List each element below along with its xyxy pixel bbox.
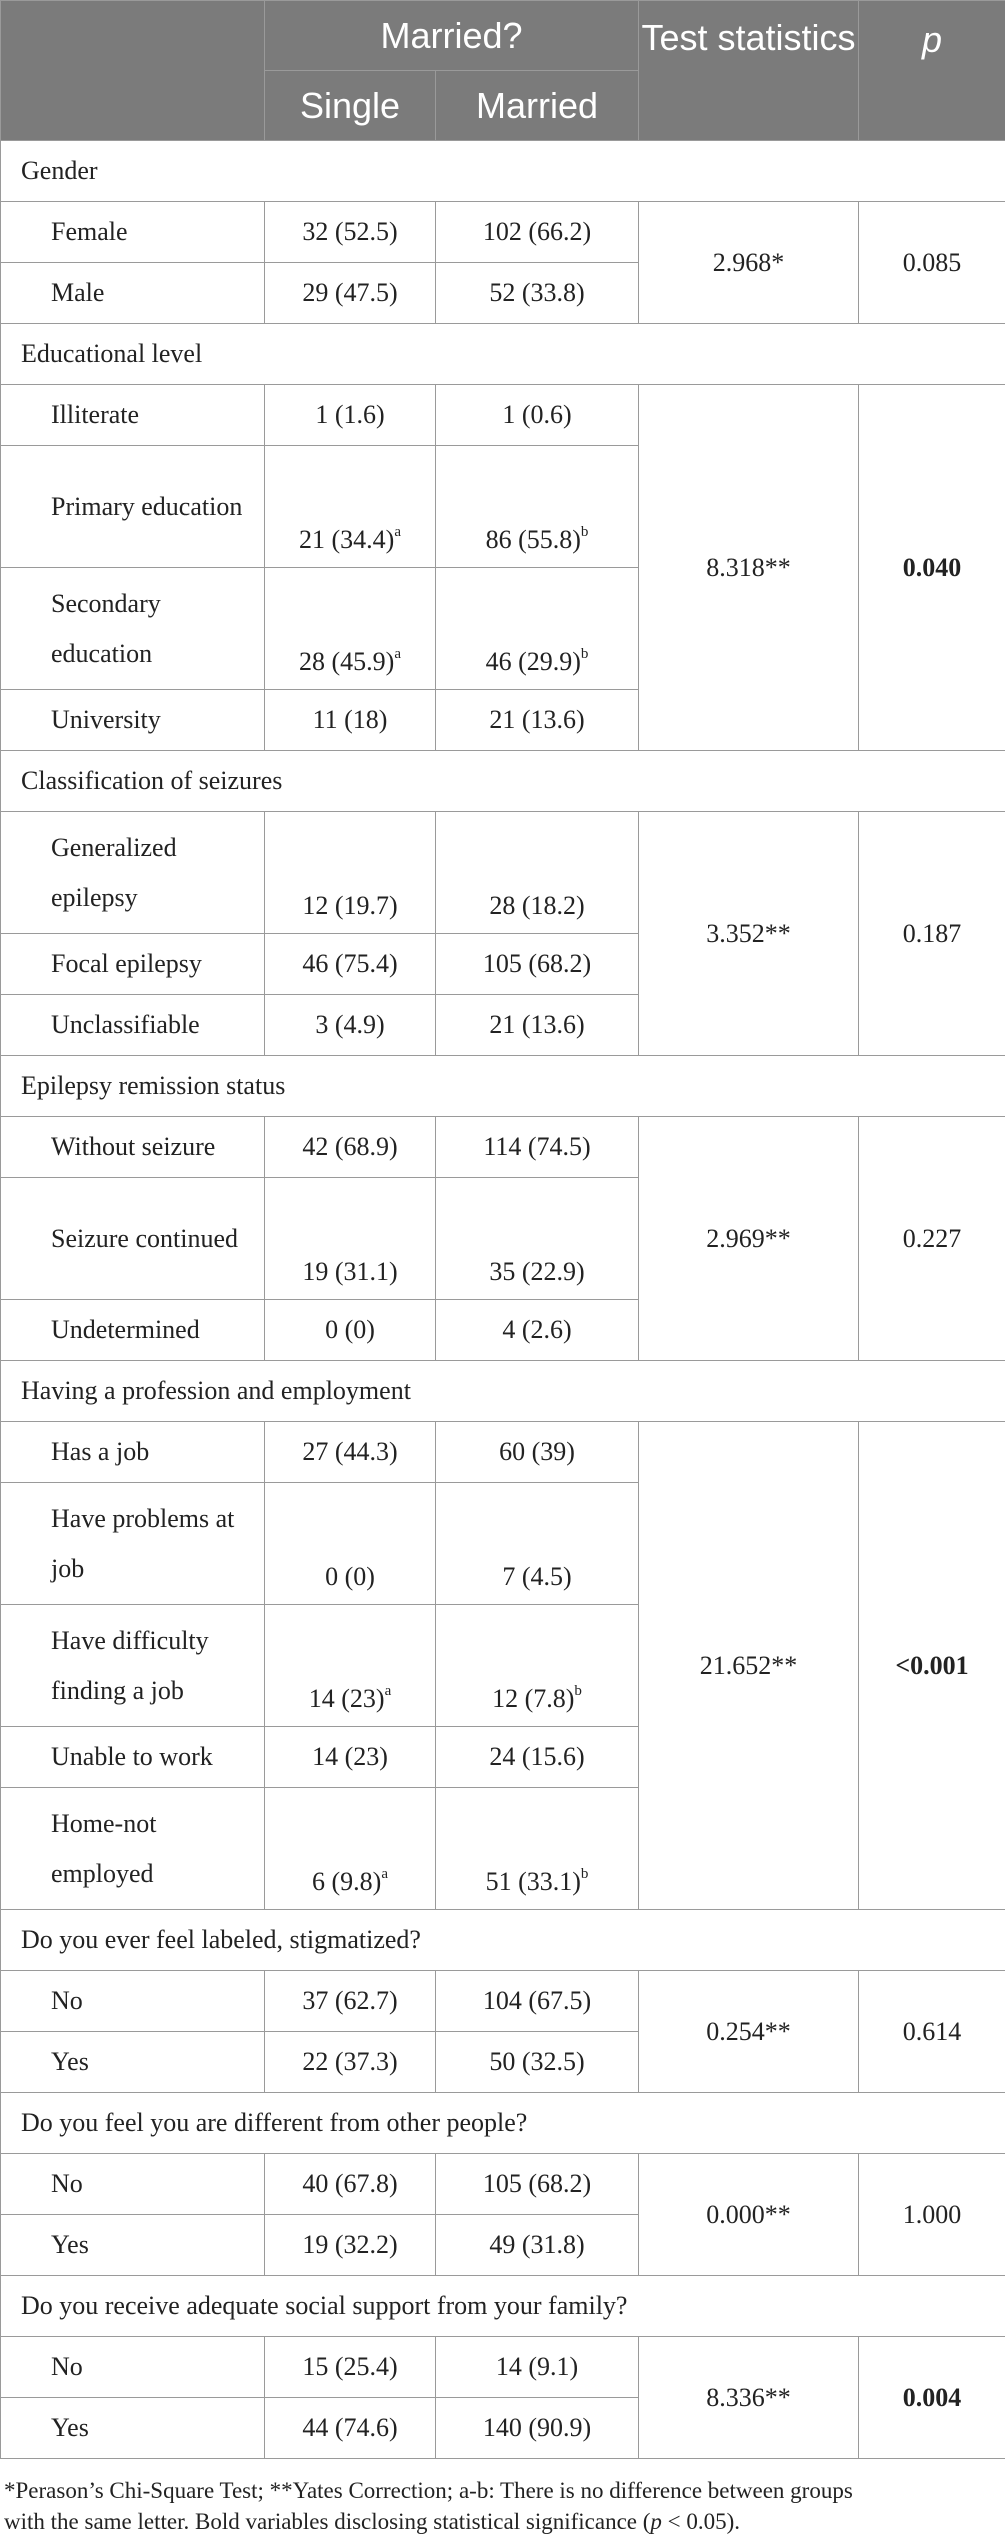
cell-value: 46 (29.9) bbox=[486, 647, 581, 676]
cell-value: 40 (67.8) bbox=[302, 2169, 397, 2198]
row-label: Unclassifiable bbox=[1, 995, 265, 1056]
row-label: Illiterate bbox=[1, 385, 265, 446]
section-title: Having a profession and employment bbox=[1, 1361, 1005, 1422]
cell-value: 104 (67.5) bbox=[483, 1986, 591, 2015]
cell-married bbox=[436, 446, 639, 568]
row-label: University bbox=[1, 690, 265, 751]
cell-value: 11 (18) bbox=[313, 705, 388, 734]
header-test-statistics: Test statistics bbox=[639, 1, 859, 141]
cell-value: 28 (45.9) bbox=[299, 647, 394, 676]
table-body bbox=[1, 141, 1005, 2459]
cell-value: 19 (32.2) bbox=[302, 2230, 397, 2259]
section-title: Gender bbox=[1, 141, 1005, 202]
cell-married bbox=[436, 1727, 639, 1788]
section-title: Do you ever feel labeled, stigmatized? bbox=[1, 1910, 1005, 1971]
cell-single bbox=[265, 690, 436, 751]
row-label: Have problems at job bbox=[1, 1483, 265, 1605]
cell-value: 14 (23) bbox=[309, 1684, 385, 1713]
row-label: Without seizure bbox=[1, 1117, 265, 1178]
cell-single bbox=[265, 263, 436, 324]
p-value: 0.040 bbox=[859, 385, 1005, 751]
p-value: 0.085 bbox=[859, 202, 1005, 324]
cell-value: 50 (32.5) bbox=[489, 2047, 584, 2076]
cell-married bbox=[436, 568, 639, 690]
cell-single bbox=[265, 202, 436, 263]
section-title: Epilepsy remission status bbox=[1, 1056, 1005, 1117]
cell-superscript: a bbox=[394, 646, 401, 662]
p-value: 0.614 bbox=[859, 1971, 1005, 2093]
footnote-line-2 bbox=[4, 2506, 995, 2537]
cell-value: 14 (9.1) bbox=[496, 2352, 578, 2381]
section-title: Do you receive adequate social support from your family? bbox=[1, 2276, 1005, 2337]
cell-value: 12 (19.7) bbox=[302, 891, 397, 920]
cell-superscript: b bbox=[581, 1866, 589, 1882]
cell-superscript: a bbox=[394, 524, 401, 540]
row-label: Primary education bbox=[1, 446, 265, 568]
row-label: Have difficulty finding a job bbox=[1, 1605, 265, 1727]
cell-value: 51 (33.1) bbox=[486, 1867, 581, 1896]
cell-single bbox=[265, 2337, 436, 2398]
cell-value: 105 (68.2) bbox=[483, 2169, 591, 2198]
cell-married bbox=[436, 934, 639, 995]
section-header-row bbox=[1, 141, 1005, 202]
section-header-row bbox=[1, 2093, 1005, 2154]
header-p-value: p bbox=[859, 1, 1005, 141]
cell-superscript: a bbox=[385, 1683, 392, 1699]
header-row-top bbox=[1, 1, 1005, 71]
row-label: Unable to work bbox=[1, 1727, 265, 1788]
cell-single bbox=[265, 812, 436, 934]
cell-single bbox=[265, 568, 436, 690]
test-statistic: 0.000** bbox=[639, 2154, 859, 2276]
header-single: Single bbox=[265, 71, 436, 141]
cell-married bbox=[436, 1788, 639, 1910]
cell-value: 42 (68.9) bbox=[302, 1132, 397, 1161]
cell-single bbox=[265, 1422, 436, 1483]
cell-value: 0 (0) bbox=[325, 1315, 375, 1344]
cell-value: 37 (62.7) bbox=[302, 1986, 397, 2015]
cell-married bbox=[436, 1178, 639, 1300]
cell-single bbox=[265, 1483, 436, 1605]
cell-value: 15 (25.4) bbox=[302, 2352, 397, 2381]
section-header-row bbox=[1, 2276, 1005, 2337]
cell-value: 21 (13.6) bbox=[489, 705, 584, 734]
row-label: No bbox=[1, 2337, 265, 2398]
cell-value: 14 (23) bbox=[312, 1742, 388, 1771]
row-label: Focal epilepsy bbox=[1, 934, 265, 995]
cell-value: 21 (13.6) bbox=[489, 1010, 584, 1039]
cell-married bbox=[436, 690, 639, 751]
p-value: 0.004 bbox=[859, 2337, 1005, 2459]
cell-single bbox=[265, 1605, 436, 1727]
header-married: Married bbox=[436, 71, 639, 141]
cell-superscript: b bbox=[581, 646, 589, 662]
row-label: Home-not employed bbox=[1, 1788, 265, 1910]
test-statistic: 2.968* bbox=[639, 202, 859, 324]
cell-single bbox=[265, 1178, 436, 1300]
row-label: Female bbox=[1, 202, 265, 263]
row-label: No bbox=[1, 1971, 265, 2032]
section-header-row bbox=[1, 324, 1005, 385]
cell-value: 27 (44.3) bbox=[302, 1437, 397, 1466]
cell-value: 3 (4.9) bbox=[315, 1010, 384, 1039]
cell-married bbox=[436, 995, 639, 1056]
cell-single bbox=[265, 1971, 436, 2032]
cell-value: 1 (1.6) bbox=[315, 400, 384, 429]
cell-single bbox=[265, 995, 436, 1056]
test-statistic: 2.969** bbox=[639, 1117, 859, 1361]
table-row bbox=[1, 202, 1005, 263]
cell-single bbox=[265, 1300, 436, 1361]
cell-value: 60 (39) bbox=[499, 1437, 575, 1466]
row-label: Has a job bbox=[1, 1422, 265, 1483]
cell-single bbox=[265, 1727, 436, 1788]
cell-married bbox=[436, 2215, 639, 2276]
section-title: Do you feel you are different from other people? bbox=[1, 2093, 1005, 2154]
cell-single bbox=[265, 1788, 436, 1910]
cell-value: 86 (55.8) bbox=[486, 525, 581, 554]
cell-single bbox=[265, 2398, 436, 2459]
table-row bbox=[1, 1117, 1005, 1178]
table-row bbox=[1, 1422, 1005, 1483]
row-label: Seizure continued bbox=[1, 1178, 265, 1300]
cell-value: 4 (2.6) bbox=[502, 1315, 571, 1344]
test-statistic: 21.652** bbox=[639, 1422, 859, 1910]
test-statistic: 3.352** bbox=[639, 812, 859, 1056]
header-blank-cell bbox=[1, 1, 265, 141]
row-label: Male bbox=[1, 263, 265, 324]
cell-value: 6 (9.8) bbox=[312, 1867, 381, 1896]
row-label: Yes bbox=[1, 2398, 265, 2459]
p-value: <0.001 bbox=[859, 1422, 1005, 1910]
cell-value: 7 (4.5) bbox=[502, 1562, 571, 1591]
cell-single bbox=[265, 2215, 436, 2276]
cell-married bbox=[436, 1605, 639, 1727]
cell-single bbox=[265, 2154, 436, 2215]
cell-married bbox=[436, 263, 639, 324]
row-label: Generalized epilepsy bbox=[1, 812, 265, 934]
header-married-group: Married? bbox=[265, 1, 639, 71]
table-row bbox=[1, 1971, 1005, 2032]
row-label: No bbox=[1, 2154, 265, 2215]
cell-married bbox=[436, 2398, 639, 2459]
cell-married bbox=[436, 1422, 639, 1483]
cell-superscript: b bbox=[574, 1683, 582, 1699]
cell-single bbox=[265, 2032, 436, 2093]
cell-value: 12 (7.8) bbox=[492, 1684, 574, 1713]
table-row bbox=[1, 2154, 1005, 2215]
table-row bbox=[1, 385, 1005, 446]
cell-single bbox=[265, 385, 436, 446]
cell-married bbox=[436, 1300, 639, 1361]
footnote-p-symbol: p bbox=[650, 2509, 662, 2534]
test-statistic: 0.254** bbox=[639, 1971, 859, 2093]
cell-married bbox=[436, 812, 639, 934]
cell-value: 49 (31.8) bbox=[489, 2230, 584, 2259]
p-value: 0.187 bbox=[859, 812, 1005, 1056]
test-statistic: 8.318** bbox=[639, 385, 859, 751]
cell-superscript: b bbox=[581, 524, 589, 540]
cell-single bbox=[265, 446, 436, 568]
cell-single bbox=[265, 934, 436, 995]
cell-single bbox=[265, 1117, 436, 1178]
cell-married bbox=[436, 1971, 639, 2032]
cell-married bbox=[436, 202, 639, 263]
table-footnote bbox=[0, 2459, 1005, 2537]
cell-married bbox=[436, 2337, 639, 2398]
cell-value: 22 (37.3) bbox=[302, 2047, 397, 2076]
cell-married bbox=[436, 1483, 639, 1605]
footnote-line-2-text: with the same letter. Bold variables disclosing statistical significance ( bbox=[4, 2509, 650, 2534]
row-label: Yes bbox=[1, 2215, 265, 2276]
table-row bbox=[1, 812, 1005, 934]
section-header-row bbox=[1, 751, 1005, 812]
p-value: 1.000 bbox=[859, 2154, 1005, 2276]
cell-value: 1 (0.6) bbox=[502, 400, 571, 429]
cell-value: 35 (22.9) bbox=[489, 1257, 584, 1286]
cell-value: 19 (31.1) bbox=[302, 1257, 397, 1286]
section-title: Classification of seizures bbox=[1, 751, 1005, 812]
section-header-row bbox=[1, 1056, 1005, 1117]
cell-value: 32 (52.5) bbox=[302, 217, 397, 246]
row-label: Undetermined bbox=[1, 1300, 265, 1361]
row-label: Secondary education bbox=[1, 568, 265, 690]
section-header-row bbox=[1, 1910, 1005, 1971]
cell-married bbox=[436, 2154, 639, 2215]
section-title: Educational level bbox=[1, 324, 1005, 385]
table-row bbox=[1, 2337, 1005, 2398]
cell-married bbox=[436, 1117, 639, 1178]
footnote-line-1: *Perason’s Chi-Square Test; **Yates Correction; a-b: There is no difference between groups bbox=[4, 2475, 995, 2506]
cell-value: 52 (33.8) bbox=[489, 278, 584, 307]
section-header-row bbox=[1, 1361, 1005, 1422]
row-label: Yes bbox=[1, 2032, 265, 2093]
cell-married bbox=[436, 385, 639, 446]
cell-value: 114 (74.5) bbox=[483, 1132, 590, 1161]
cell-value: 21 (34.4) bbox=[299, 525, 394, 554]
cell-value: 105 (68.2) bbox=[483, 949, 591, 978]
footnote-line-2-end: < 0.05). bbox=[662, 2509, 740, 2534]
test-statistic: 8.336** bbox=[639, 2337, 859, 2459]
cell-value: 46 (75.4) bbox=[302, 949, 397, 978]
cell-value: 29 (47.5) bbox=[302, 278, 397, 307]
cell-superscript: a bbox=[381, 1866, 388, 1882]
cell-married bbox=[436, 2032, 639, 2093]
cell-value: 24 (15.6) bbox=[489, 1742, 584, 1771]
cell-value: 28 (18.2) bbox=[489, 891, 584, 920]
cell-value: 0 (0) bbox=[325, 1562, 375, 1591]
cell-value: 102 (66.2) bbox=[483, 217, 591, 246]
cell-value: 44 (74.6) bbox=[302, 2413, 397, 2442]
p-value: 0.227 bbox=[859, 1117, 1005, 1361]
cell-value: 140 (90.9) bbox=[483, 2413, 591, 2442]
